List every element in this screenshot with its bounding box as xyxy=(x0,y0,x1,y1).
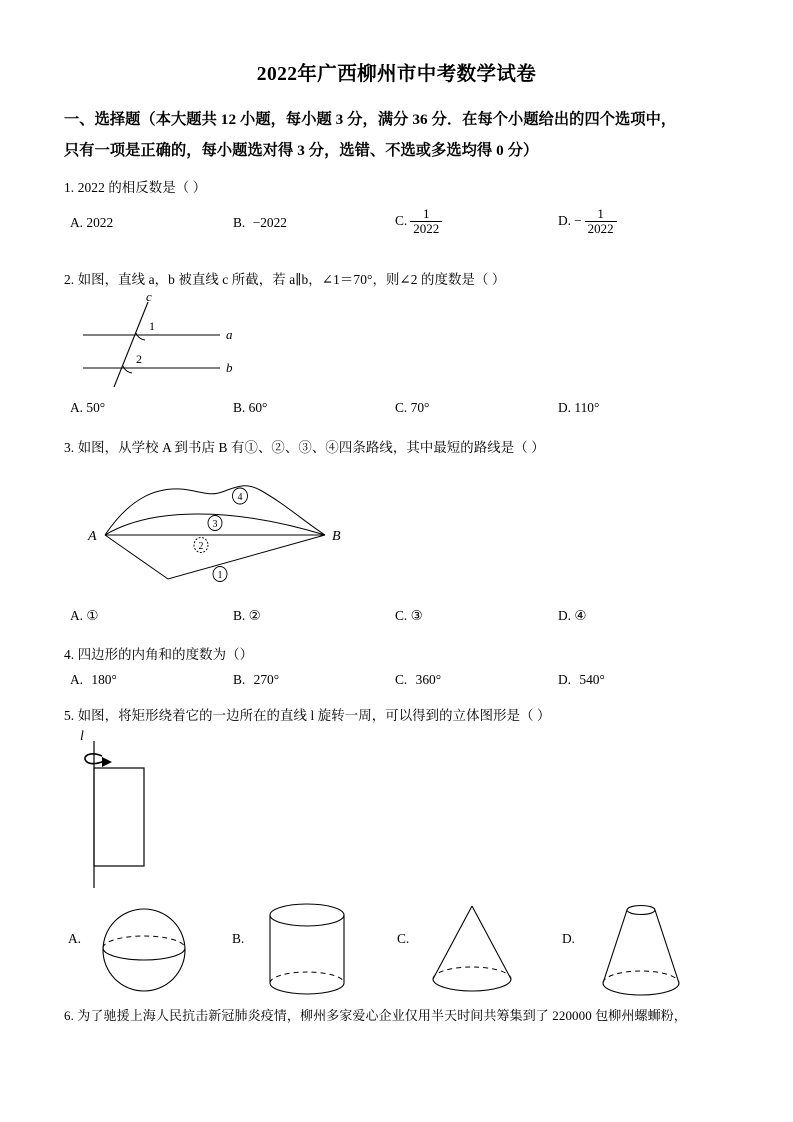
sphere-outline xyxy=(103,909,185,991)
question-3-figure xyxy=(80,478,370,593)
question-1-option-d[interactable] xyxy=(558,207,617,235)
cone-base-back-dashed xyxy=(433,967,511,979)
question-5-option-c-label[interactable] xyxy=(397,930,409,948)
question-5-option-d-shape-frustum[interactable] xyxy=(585,900,705,1000)
sphere-equator-front xyxy=(103,948,185,960)
label-point-a: A xyxy=(88,529,97,544)
question-3-stem xyxy=(64,438,545,458)
fraction-numerator: 1 xyxy=(423,206,430,221)
frustum-top-ellipse xyxy=(627,906,655,915)
option-text: 540° xyxy=(579,672,605,687)
question-2-option-d[interactable] xyxy=(558,400,599,416)
question-3-options xyxy=(64,608,754,634)
label-a: a xyxy=(226,327,233,342)
option-text: 70° xyxy=(410,400,430,415)
fraction-one-over-2022 xyxy=(585,207,617,235)
option-text: 60° xyxy=(248,400,268,415)
fraction-denominator: 2022 xyxy=(410,221,442,236)
option-label: A. xyxy=(70,400,84,415)
question-2-option-b[interactable] xyxy=(233,400,267,416)
question-1-stem: 1. 2022 的相反数是（ ） xyxy=(64,180,207,195)
svg-text:4: 4 xyxy=(237,492,243,503)
question-3-option-b[interactable] xyxy=(233,608,261,624)
label-angle-2: 2 xyxy=(136,352,142,366)
question-3-option-c[interactable] xyxy=(395,608,423,624)
cylinder-top-ellipse xyxy=(270,904,344,926)
question-1-options xyxy=(64,206,754,241)
question-1-option-a[interactable] xyxy=(70,215,113,231)
option-text: 2022 xyxy=(86,215,114,230)
svg-text:1: 1 xyxy=(217,570,223,581)
question-4-options xyxy=(64,672,754,698)
option-label: D. xyxy=(558,672,572,687)
sphere-equator-back-dashed xyxy=(103,936,185,948)
option-label: A. xyxy=(68,931,82,946)
option-text: ② xyxy=(248,608,261,623)
cylinder-bottom-back-dashed xyxy=(270,972,344,983)
svg-text:3: 3 xyxy=(212,519,218,530)
question-2-option-a[interactable] xyxy=(70,400,105,416)
label-route-1 xyxy=(213,567,227,582)
option-text: 50° xyxy=(86,400,106,415)
question-1-option-b[interactable] xyxy=(233,215,287,231)
option-label: B. xyxy=(233,400,246,415)
rectangle-shape xyxy=(94,768,144,866)
option-text: ③ xyxy=(410,608,423,623)
option-text: ④ xyxy=(574,608,587,623)
section-heading-line-1: 一、选择题（本大题共 12 小题，每小题 3 分，满分 36 分．在每个小题给出的四个选项中， xyxy=(64,111,677,128)
question-1-option-c[interactable] xyxy=(395,207,442,235)
option-label: A. xyxy=(70,672,84,687)
svg-text:2: 2 xyxy=(198,541,204,552)
option-text: −2022 xyxy=(252,215,287,230)
question-4-option-c[interactable] xyxy=(395,672,441,688)
question-2-options xyxy=(64,400,754,426)
section-heading xyxy=(64,104,744,166)
option-label: D. xyxy=(558,400,572,415)
option-label: B. xyxy=(233,608,246,623)
question-5-option-a-shape-sphere[interactable] xyxy=(92,903,202,998)
cone-left-edge xyxy=(433,906,472,979)
option-label: B. xyxy=(232,931,245,946)
option-text: 110° xyxy=(574,400,600,415)
label-axis-l: l xyxy=(80,729,84,744)
fraction-numerator: 1 xyxy=(597,206,604,221)
question-2-option-c[interactable] xyxy=(395,400,429,416)
fraction-denominator: 2022 xyxy=(585,221,617,236)
option-label: C. xyxy=(395,213,408,229)
question-3-stem-text: 3. 如图，从学校 A 到书店 B 有①、②、③、④四条路线，其中最短的路线是（ ） xyxy=(64,440,545,455)
option-label: D. xyxy=(558,608,572,623)
question-3-option-a[interactable] xyxy=(70,608,98,624)
page-title: 2022年广西柳州市中考数学试卷 xyxy=(256,64,537,85)
label-angle-1: 1 xyxy=(149,319,155,333)
question-4-stem: 4. 四边形的内角和的度数为（） xyxy=(64,647,254,662)
cylinder-bottom-front xyxy=(270,983,344,994)
option-label: A. xyxy=(70,215,84,230)
question-5-option-b-shape-cylinder[interactable] xyxy=(255,900,365,1000)
label-b: b xyxy=(226,360,233,375)
fraction-one-over-2022 xyxy=(410,207,442,235)
frustum-base-back-dashed xyxy=(603,971,679,983)
question-4-option-d[interactable] xyxy=(558,672,605,688)
option-label: D. xyxy=(558,213,572,229)
option-text: 270° xyxy=(253,672,280,687)
rotation-arrowhead-icon xyxy=(102,757,112,767)
angle-1-arc xyxy=(136,333,145,340)
line-c-transversal xyxy=(114,302,148,387)
option-label: C. xyxy=(395,608,408,623)
option-label: C. xyxy=(395,400,408,415)
label-route-3 xyxy=(208,516,222,531)
label-c: c xyxy=(146,289,152,304)
question-5-option-c-shape-cone[interactable] xyxy=(420,900,530,1000)
cone-right-edge xyxy=(472,906,511,979)
option-label: A. xyxy=(70,608,84,623)
question-5-option-d-label[interactable] xyxy=(562,930,575,948)
option-text: 180° xyxy=(91,672,117,687)
frustum-right-edge xyxy=(655,910,679,983)
question-5-option-a-label[interactable] xyxy=(68,930,81,948)
question-2-stem: 2. 如图，直线 a，b 被直线 c 所截，若 a∥b，∠1＝70°，则∠2 的度数是（ ） xyxy=(64,272,506,287)
question-6-stem: 6. 为了驰援上海人民抗击新冠肺炎疫情，柳州多家爱心企业仅用半天时间共筹集到了 220000 包柳州螺蛳粉， xyxy=(64,1008,687,1023)
question-4-option-b[interactable] xyxy=(233,672,279,688)
label-point-b: B xyxy=(332,529,341,544)
minus-sign: − xyxy=(574,213,582,229)
option-label: D. xyxy=(562,931,576,946)
angle-2-arc xyxy=(123,366,132,373)
label-route-4 xyxy=(233,488,248,504)
frustum-base-front xyxy=(603,983,679,995)
option-label: C. xyxy=(395,672,408,687)
option-label: C. xyxy=(397,931,410,946)
question-3-option-d[interactable] xyxy=(558,608,586,624)
option-label: B. xyxy=(233,672,246,687)
question-2-figure xyxy=(78,289,268,387)
frustum-left-edge xyxy=(603,910,627,983)
option-text: ① xyxy=(86,608,99,623)
option-text: 360° xyxy=(415,672,442,687)
label-route-2 xyxy=(194,538,208,553)
cone-base-front xyxy=(433,979,511,991)
question-5-stem: 5. 如图，将矩形绕着它的一边所在的直线 l 旋转一周，可以得到的立体图形是（ ） xyxy=(64,708,551,723)
option-label: B. xyxy=(233,215,246,230)
question-4-option-a[interactable] xyxy=(70,672,117,688)
question-5-figure xyxy=(72,728,272,898)
section-heading-line-2: 只有一项是正确的，每小题选对得 3 分，选错、不选或多选均得 0 分） xyxy=(64,142,539,159)
question-5-option-b-label[interactable] xyxy=(232,930,244,948)
